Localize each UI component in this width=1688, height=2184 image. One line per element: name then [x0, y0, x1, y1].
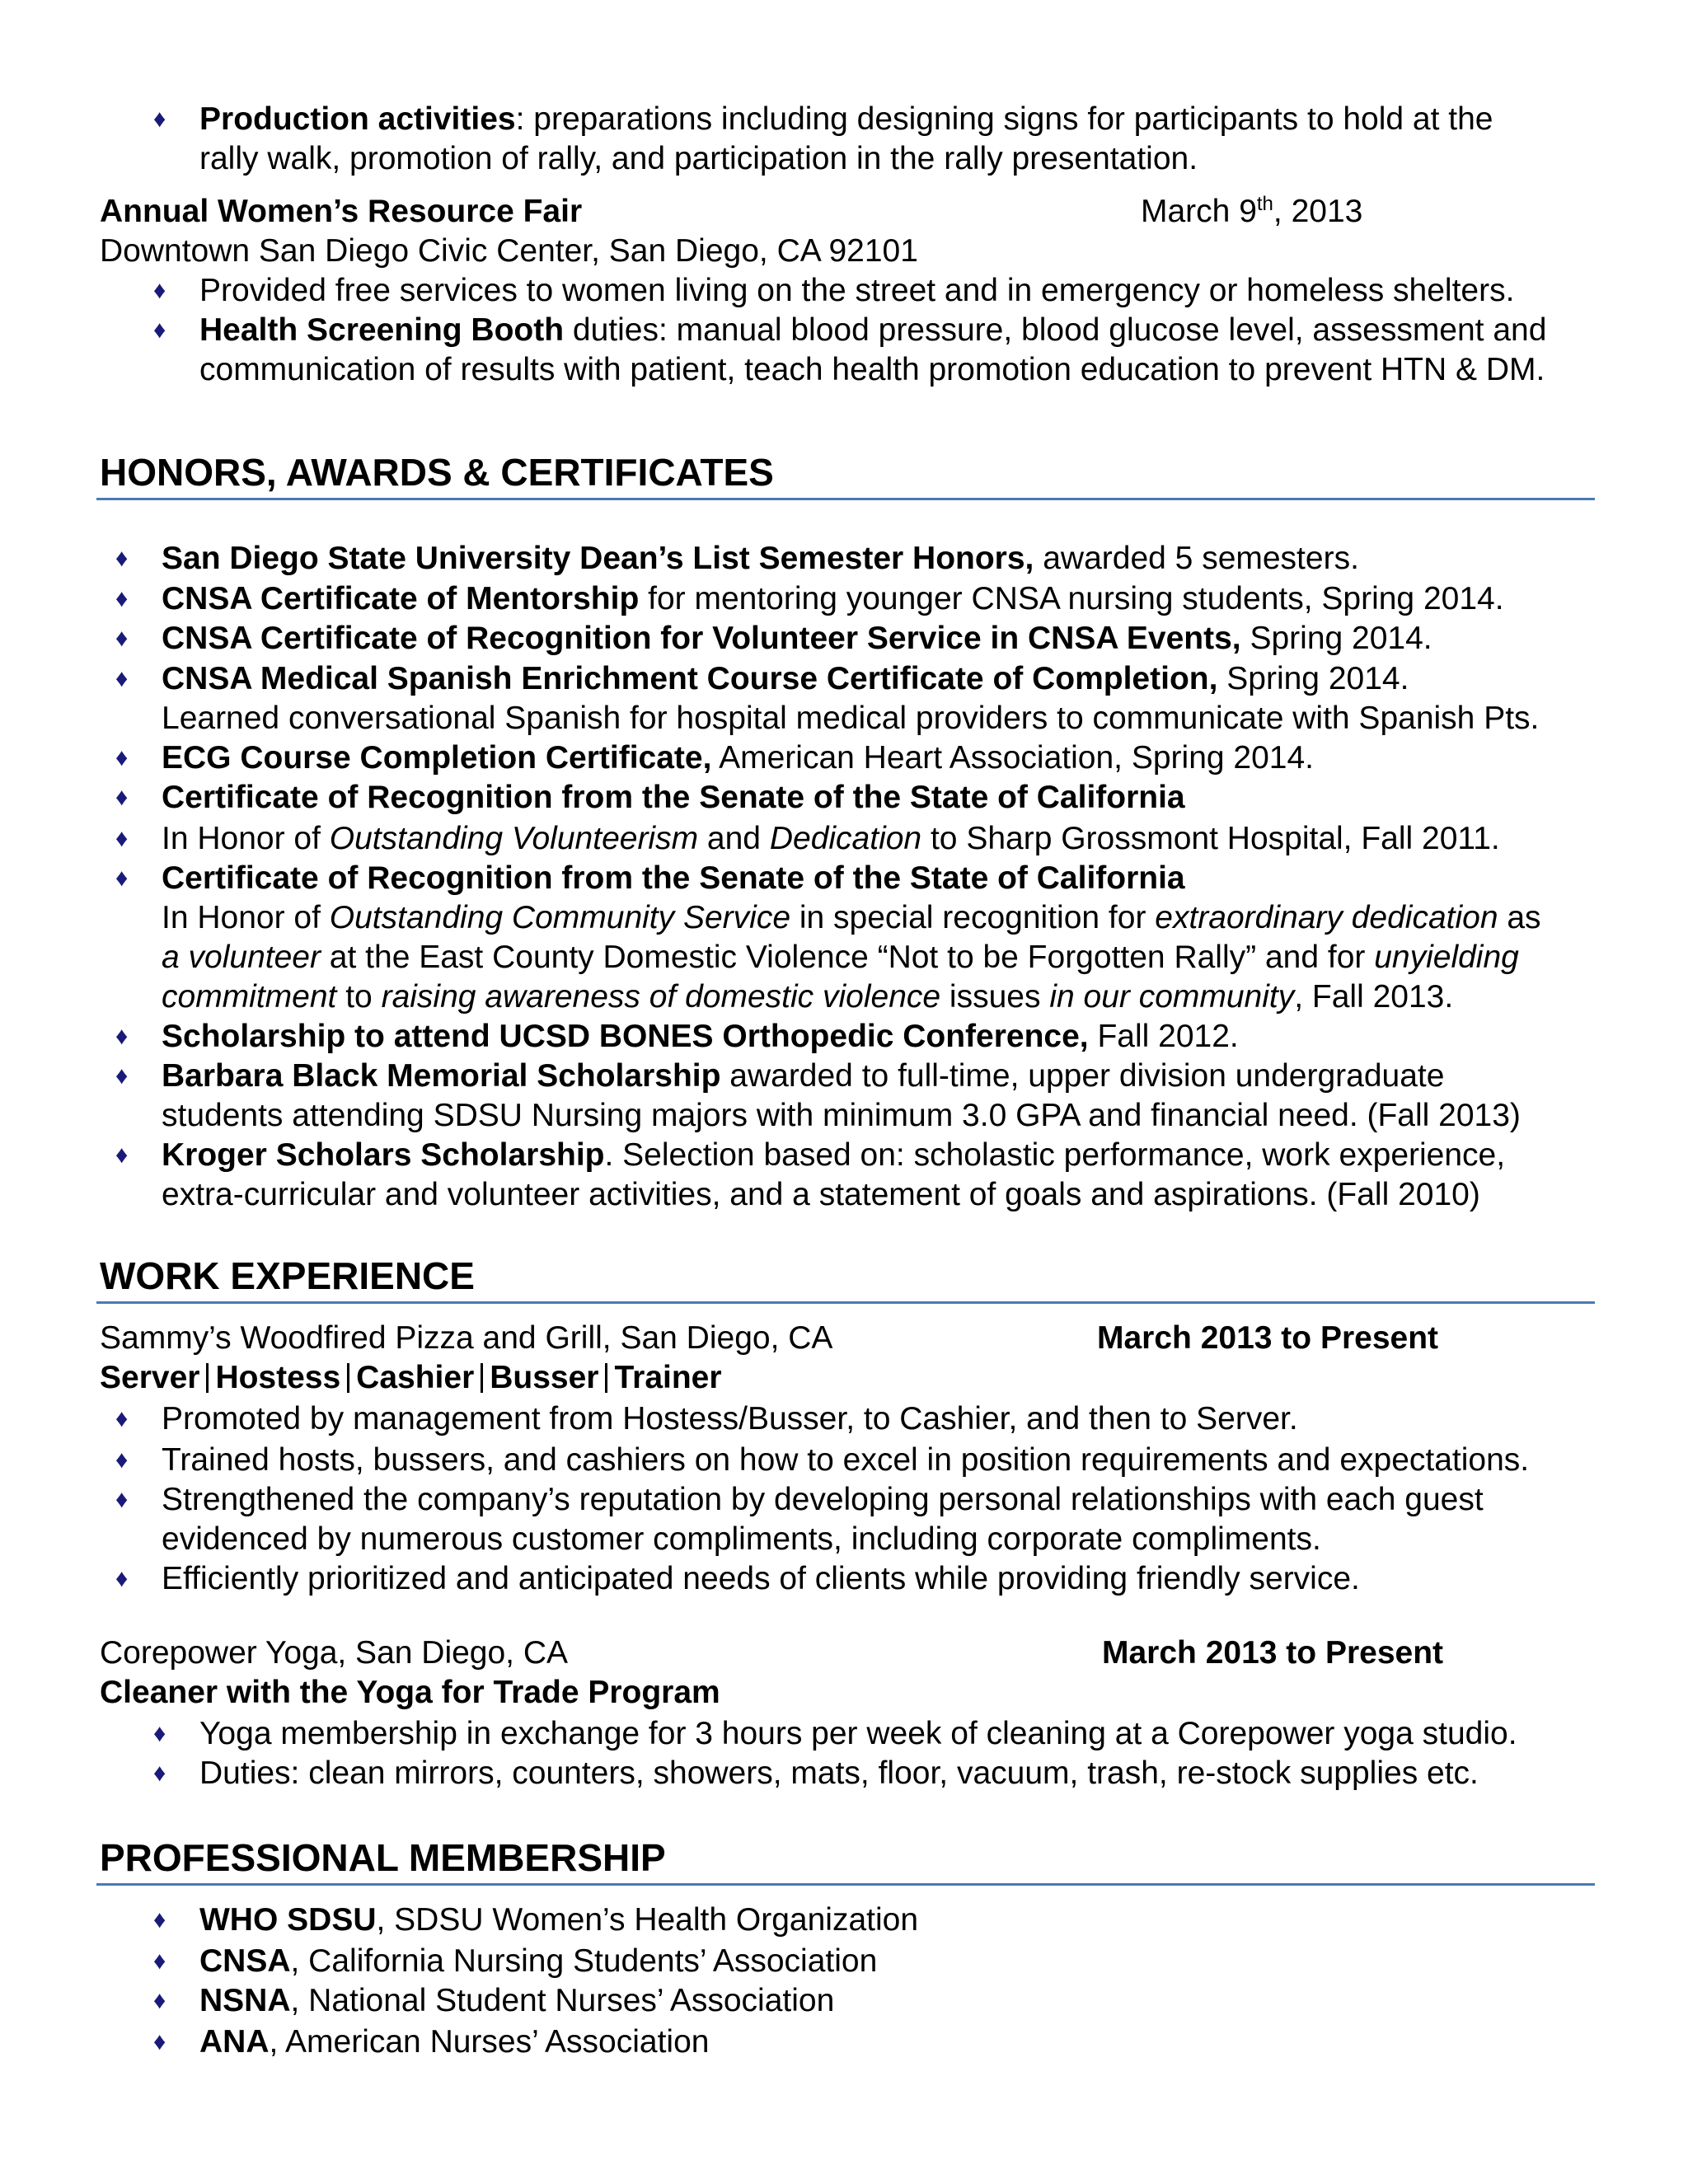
job2-bullet-2: Duties: clean mirrors, counters, showers, mats, floor, vacuum, trash, re-stock supplies etc. [199, 1755, 1479, 1791]
fair-title: Annual Women’s Resource Fair [100, 194, 583, 229]
bullet-icon: ♦ [153, 1987, 166, 2014]
honor-item-5: ECG Course Completion Certificate, American Heart Association, Spring 2014. [162, 740, 1315, 776]
bullet-icon: ♦ [115, 825, 129, 852]
bullet-icon: ♦ [115, 784, 129, 811]
job2-bullet-1: Yoga membership in exchange for 3 hours per week of cleaning at a Corepower yoga studio. [199, 1716, 1517, 1751]
job2-dates: March 2013 to Present [1102, 1635, 1444, 1671]
membership-item-2: CNSA, California Nursing Students’ Association [199, 1943, 878, 1979]
honor-item-11: Kroger Scholars Scholarship. Selection based on: scholastic performance, work experience, [162, 1137, 1506, 1173]
job1-bullet-3: Strengthened the company’s reputation by developing personal relationships with each guest [162, 1482, 1484, 1517]
bullet-icon: ♦ [115, 1446, 129, 1474]
rally-production-line1: Production activities: preparations including designing signs for participants to hold at the [199, 101, 1493, 137]
honor-item-7: In Honor of Outstanding Volunteerism and Dedication to Sharp Grossmont Hospital, Fall 2011. [162, 821, 1500, 856]
job1-employer: Sammy’s Woodfired Pizza and Grill, San Diego, CA [100, 1320, 833, 1356]
section-divider [96, 1883, 1595, 1886]
honor-item-8-line2: In Honor of Outstanding Community Service in special recognition for extraordinary dedication as [162, 900, 1541, 935]
honor-item-10-line2: students attending SDSU Nursing majors with minimum 3.0 GPA and financial need. (Fall 2013) [162, 1098, 1521, 1133]
bullet-icon: ♦ [153, 105, 166, 133]
honor-item-8: Certificate of Recognition from the Senate of the State of California [162, 860, 1185, 896]
honor-item-2: CNSA Certificate of Mentorship for mentoring younger CNSA nursing students, Spring 2014. [162, 581, 1504, 616]
bullet-icon: ♦ [115, 1486, 129, 1513]
job2-title: Cleaner with the Yoga for Trade Program [100, 1675, 720, 1710]
job1-bullet-1: Promoted by management from Hostess/Busser, to Cashier, and then to Server. [162, 1401, 1298, 1436]
work-heading: WORK EXPERIENCE [100, 1254, 475, 1297]
membership-heading: PROFESSIONAL MEMBERSHIP [100, 1836, 666, 1879]
bullet-icon: ♦ [115, 865, 129, 892]
bullet-icon: ♦ [115, 1405, 129, 1432]
fair-bullet-1: Provided free services to women living on the street and in emergency or homeless shelters. [199, 273, 1515, 308]
bullet-icon: ♦ [115, 665, 129, 692]
job1-bullet-2: Trained hosts, bussers, and cashiers on how to excel in position requirements and expectations. [162, 1442, 1530, 1478]
bullet-icon: ♦ [115, 1141, 129, 1169]
bullet-icon: ♦ [153, 1720, 166, 1747]
bullet-icon: ♦ [115, 1023, 129, 1050]
bullet-icon: ♦ [115, 545, 129, 572]
bullet-icon: ♦ [115, 585, 129, 612]
fair-bullet-2-line2: communication of results with patient, teach health promotion education to prevent HTN & DM. [199, 352, 1545, 387]
honor-item-1: San Diego State University Dean’s List Semester Honors, awarded 5 semesters. [162, 541, 1359, 576]
fair-location: Downtown San Diego Civic Center, San Diego, CA 92101 [100, 233, 918, 269]
job2-employer: Corepower Yoga, San Diego, CA [100, 1635, 569, 1671]
bullet-icon: ♦ [153, 1906, 166, 1933]
honor-item-10: Barbara Black Memorial Scholarship awarded to full-time, upper division undergraduate [162, 1058, 1445, 1094]
fair-bullet-2: Health Screening Booth duties: manual blood pressure, blood glucose level, assessment and [199, 312, 1547, 348]
membership-item-1: WHO SDSU, SDSU Women’s Health Organization [199, 1902, 919, 1938]
section-divider [96, 1301, 1595, 1304]
rally-production-line2: rally walk, promotion of rally, and participation in the rally presentation. [199, 141, 1198, 176]
bullet-icon: ♦ [153, 316, 166, 344]
membership-item-3: NSNA, National Student Nurses’ Association [199, 1983, 835, 2018]
honor-item-8-line4: commitment to raising awareness of domestic violence issues in our community, Fall 2013. [162, 979, 1454, 1015]
job1-roles: Server Hostess Cashier Busser Trainer [100, 1360, 722, 1395]
fair-date: March 9th, 2013 [1141, 193, 1363, 229]
job1-dates: March 2013 to Present [1097, 1320, 1439, 1356]
bullet-icon: ♦ [153, 2028, 166, 2055]
honor-item-8-line3: a volunteer at the East County Domestic Violence “Not to be Forgotten Rally” and for unyielding [162, 940, 1519, 975]
job1-bullet-4: Efficiently prioritized and anticipated needs of clients while providing friendly service. [162, 1561, 1360, 1596]
honor-item-9: Scholarship to attend UCSD BONES Orthopedic Conference, Fall 2012. [162, 1019, 1239, 1054]
honor-item-6: Certificate of Recognition from the Senate of the State of California [162, 780, 1185, 815]
bullet-icon: ♦ [115, 1565, 129, 1592]
honor-item-4: CNSA Medical Spanish Enrichment Course Certificate of Completion, Spring 2014. [162, 661, 1409, 696]
bullet-icon: ♦ [153, 1947, 166, 1975]
bullet-icon: ♦ [153, 277, 166, 304]
honor-item-3: CNSA Certificate of Recognition for Volunteer Service in CNSA Events, Spring 2014. [162, 621, 1432, 656]
bullet-icon: ♦ [115, 1062, 129, 1090]
honors-heading: HONORS, AWARDS & CERTIFICATES [100, 451, 774, 494]
section-divider [96, 498, 1595, 500]
membership-item-4: ANA, American Nurses’ Association [199, 2024, 710, 2060]
bullet-icon: ♦ [115, 744, 129, 771]
bullet-icon: ♦ [153, 1760, 166, 1787]
honor-item-4-line2: Learned conversational Spanish for hospital medical providers to communicate with Spanish Pts. [162, 701, 1540, 736]
bullet-icon: ♦ [115, 625, 129, 652]
job1-bullet-3-line2: evidenced by numerous customer compliments, including corporate compliments. [162, 1521, 1321, 1557]
honor-item-11-line2: extra-curricular and volunteer activities, and a statement of goals and aspirations. (Fall 2010) [162, 1177, 1480, 1212]
